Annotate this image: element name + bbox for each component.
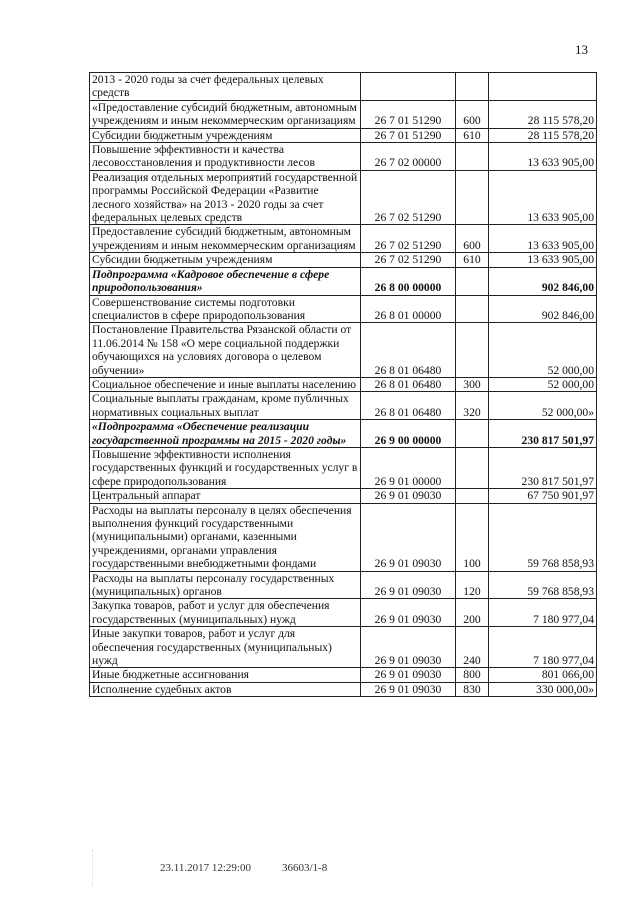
row-sum: 7 180 977,04 [489,627,597,668]
row-csr-code: 26 9 01 00000 [361,447,456,488]
row-name: Иные бюджетные ассигнования [90,668,361,682]
row-name: Совершенствование системы подготовки специалистов в сфере природопользования [90,295,361,323]
row-csr-code: 26 7 02 51290 [361,225,456,253]
row-vr-code: 100 [456,503,489,571]
table-row [90,668,597,682]
budget-table-body [90,73,597,697]
row-name: Постановление Правительства Рязанской области от 11.06.2014 № 158 «О мере социальной поддержки обучающихся на условиях договора о целевом обучении» [90,323,361,378]
table-row [90,447,597,488]
row-vr-code [456,267,489,295]
table-row [90,503,597,571]
row-csr-code: 26 8 01 06480 [361,323,456,378]
row-name: Закупка товаров, работ и услуг для обеспечения государственных (муниципальных) нужд [90,599,361,627]
row-csr-code: 26 7 02 00000 [361,143,456,171]
table-row [90,267,597,295]
row-csr-code: 26 9 01 09030 [361,503,456,571]
row-vr-code [456,143,489,171]
row-sum: 13 633 905,00 [489,253,597,267]
row-sum: 28 115 578,20 [489,100,597,128]
table-row [90,253,597,267]
row-sum: 59 768 858,93 [489,571,597,599]
row-vr-code: 800 [456,668,489,682]
stamp-mark [92,850,117,886]
row-vr-code [456,420,489,448]
row-csr-code: 26 9 01 09030 [361,599,456,627]
table-row [90,128,597,142]
row-sum: 59 768 858,93 [489,503,597,571]
table-row [90,627,597,668]
row-csr-code: 26 9 01 09030 [361,489,456,503]
row-csr-code: 26 7 01 51290 [361,128,456,142]
table-row [90,295,597,323]
row-csr-code: 26 9 01 09030 [361,627,456,668]
table-row [90,323,597,378]
table-row [90,682,597,696]
row-name: 2013 - 2020 годы за счет федеральных целевых средств [90,73,361,101]
row-sum: 13 633 905,00 [489,225,597,253]
row-sum: 67 750 901,97 [489,489,597,503]
row-name: Центральный аппарат [90,489,361,503]
row-sum: 902 846,00 [489,267,597,295]
row-sum: 230 817 501,97 [489,420,597,448]
table-row [90,420,597,448]
row-csr-code: 26 8 01 06480 [361,392,456,420]
row-sum: 52 000,00» [489,392,597,420]
row-name: Повышение эффективности и качества лесовосстановления и продуктивности лесов [90,143,361,171]
row-sum: 52 000,00 [489,323,597,378]
row-vr-code: 240 [456,627,489,668]
footer-timestamp: 23.11.2017 12:29:00 [160,862,251,874]
row-name: Исполнение судебных актов [90,682,361,696]
table-row [90,225,597,253]
row-csr-code: 26 7 02 51290 [361,170,456,225]
row-vr-code: 300 [456,377,489,391]
row-sum: 52 000,00 [489,377,597,391]
table-row [90,100,597,128]
row-csr-code: 26 8 00 00000 [361,267,456,295]
row-vr-code [456,489,489,503]
row-vr-code: 600 [456,100,489,128]
row-csr-code: 26 9 01 09030 [361,668,456,682]
table-row [90,73,597,101]
row-sum [489,73,597,101]
row-sum: 330 000,00» [489,682,597,696]
row-name: Субсидии бюджетным учреждениям [90,128,361,142]
table-row [90,571,597,599]
row-sum: 7 180 977,04 [489,599,597,627]
table-row [90,489,597,503]
row-vr-code: 830 [456,682,489,696]
row-sum: 801 066,00 [489,668,597,682]
budget-table [89,72,597,697]
row-name: Предоставление субсидий бюджетным, автономным учреждениям и иным некоммерческим организациям [90,225,361,253]
row-name: Расходы на выплаты персоналу государственных (муниципальных) органов [90,571,361,599]
faded-stamp [450,855,590,883]
row-sum: 902 846,00 [489,295,597,323]
table-row [90,377,597,391]
row-vr-code: 600 [456,225,489,253]
row-vr-code: 610 [456,253,489,267]
row-name: «Подпрограмма «Обеспечение реализации государственной программы на 2015 - 2020 годы» [90,420,361,448]
row-csr-code: 26 8 01 06480 [361,377,456,391]
row-vr-code [456,447,489,488]
row-sum: 28 115 578,20 [489,128,597,142]
row-sum: 13 633 905,00 [489,143,597,171]
row-csr-code: 26 7 02 51290 [361,253,456,267]
row-name: Субсидии бюджетным учреждениям [90,253,361,267]
footer-doc-code: 36603/1-8 [282,862,328,874]
table-row [90,392,597,420]
row-csr-code [361,73,456,101]
row-vr-code [456,73,489,101]
row-vr-code [456,323,489,378]
row-csr-code: 26 9 01 09030 [361,682,456,696]
row-csr-code: 26 9 00 00000 [361,420,456,448]
row-sum: 13 633 905,00 [489,170,597,225]
row-name: Подпрограмма «Кадровое обеспечение в сфере природопользования» [90,267,361,295]
row-vr-code: 610 [456,128,489,142]
row-sum: 230 817 501,97 [489,447,597,488]
row-vr-code: 120 [456,571,489,599]
row-name: Расходы на выплаты персоналу в целях обеспечения выполнения функций государственными (муниципальными) органами, казенными учреждениями, органами управления государственными внебюджетными фондами [90,503,361,571]
page-number: 13 [575,42,588,57]
table-row [90,599,597,627]
row-name: Социальное обеспечение и иные выплаты населению [90,377,361,391]
row-name: Социальные выплаты гражданам, кроме публичных нормативных социальных выплат [90,392,361,420]
row-vr-code: 200 [456,599,489,627]
row-csr-code: 26 7 01 51290 [361,100,456,128]
row-csr-code: 26 9 01 09030 [361,571,456,599]
row-vr-code [456,170,489,225]
table-row [90,170,597,225]
row-csr-code: 26 8 01 00000 [361,295,456,323]
row-vr-code [456,295,489,323]
row-name: Реализация отдельных мероприятий государственной программы Российской Федерации «Развитие лесного хозяйства» на 2013 - 2020 годы за счет федеральных целевых средств [90,170,361,225]
table-row [90,143,597,171]
row-name: Повышение эффективности исполнения государственных функций и государственных услуг в сфере природопользования [90,447,361,488]
row-name: Иные закупки товаров, работ и услуг для обеспечения государственных (муниципальных) нужд [90,627,361,668]
row-name: «Предоставление субсидий бюджетным, автономным учреждениям и иным некоммерческим организациям [90,100,361,128]
row-vr-code: 320 [456,392,489,420]
